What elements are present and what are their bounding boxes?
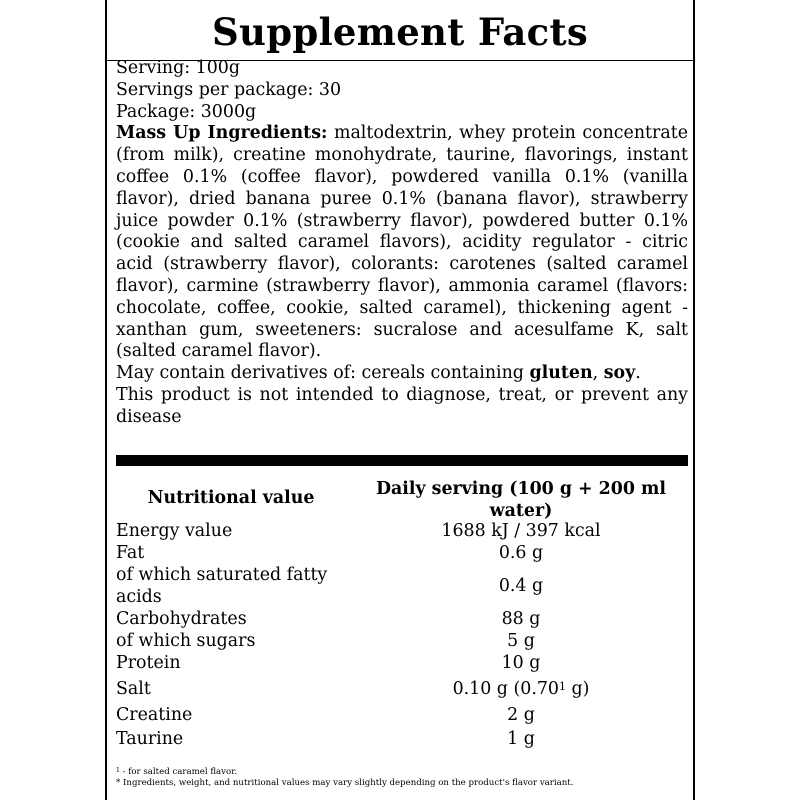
footnotes (116, 767, 691, 789)
footnote-2: * Ingredients, weight, and nutritional values may vary slightly depending on the product's flavor variant. (116, 778, 574, 788)
allergen-statement (116, 363, 688, 385)
allergen-suffix: . (635, 363, 641, 384)
nutrient-value: 1688 kJ / 397 kcal (441, 521, 601, 541)
table-row (116, 608, 688, 630)
table-row (116, 630, 688, 652)
nutrient-value: 5 g (507, 631, 535, 651)
nutrient-value: 0.4 g (498, 576, 544, 596)
nutrient-name: Carbohydrates (116, 609, 247, 629)
table-row (116, 520, 688, 542)
nutrient-name: Fat (116, 543, 145, 563)
table-row (116, 542, 688, 564)
nutrient-value (352, 678, 690, 700)
table-row (116, 704, 688, 726)
ingredients-label: Mass Up Ingredients: (116, 123, 328, 144)
package-weight: Package: 3000g (116, 101, 257, 122)
header-daily-serving: Daily serving (100 g + 200 ml water) (375, 479, 667, 521)
allergen-soy: soy (603, 363, 636, 384)
table-row (116, 564, 688, 608)
salt-value-tail: g) (565, 679, 590, 699)
nutrient-value: 88 g (501, 609, 541, 629)
nutrition-header (116, 476, 688, 520)
ingredients-text: maltodextrin, whey protein concentrate (from milk), creatine monohydrate, taurine, flavorings, instant coffee 0.1% (coffee flavor), powdered vanilla 0.1% (vanilla flavor), dried banana puree 0.1% (banana flavor), strawberry juice powder 0.1% (strawberry flavor), powdered butter 0.1% (cookie and salted caramel flavors), acidity regulator - citric acid (strawberry flavor), colorants: carotenes (salted caramel flavor), carmine (strawberry flavor), ammonia caramel (flavors: chocolate, coffee, cookie, salted caramel), thickening agent - xanthan gum, sweeteners: sucralose and acesulfame K, salt (salted caramel flavor). (116, 123, 688, 362)
supplement-facts-label (105, 0, 695, 800)
salt-footnote-marker: 1 (558, 680, 566, 693)
servings-per-package: Servings per package: 30 (116, 79, 342, 100)
product-info (116, 58, 688, 429)
nutrient-name: Energy value (116, 521, 233, 541)
table-row (116, 728, 688, 750)
footnote-1-text: - for salted caramel flavor. (119, 767, 238, 777)
nutrient-value: 10 g (501, 653, 541, 673)
nutrient-name: Protein (116, 653, 181, 673)
nutrient-value: 2 g (507, 705, 535, 725)
footnote-1 (116, 767, 691, 778)
disclaimer: This product is not intended to diagnose, treat, or prevent any disease (116, 384, 688, 427)
nutrient-name: Taurine (116, 729, 184, 749)
label-title: Supplement Facts (212, 10, 588, 54)
nutrient-name: of which saturated fatty acids (116, 565, 328, 607)
nutrient-name: of which sugars (116, 631, 256, 651)
table-row (116, 652, 688, 674)
nutrient-name: Salt (116, 679, 151, 699)
salt-value-main: 0.10 g (0.70 (452, 679, 559, 699)
allergen-separator: , (592, 363, 604, 384)
header-nutritional-value: Nutritional value (147, 488, 315, 508)
footnote-marker: 1 (116, 767, 120, 774)
nutrition-table (116, 476, 688, 750)
section-divider-bar (116, 455, 688, 466)
table-row (116, 678, 688, 700)
ingredients-block (116, 123, 688, 363)
nutrient-value: 1 g (507, 729, 535, 749)
serving-size: Serving: 100g (116, 58, 240, 78)
allergen-prefix: May contain derivatives of: cereals containing (116, 363, 530, 384)
nutrient-value: 0.6 g (498, 543, 544, 563)
nutrient-name: Creatine (116, 705, 193, 725)
allergen-gluten: gluten (529, 363, 593, 384)
